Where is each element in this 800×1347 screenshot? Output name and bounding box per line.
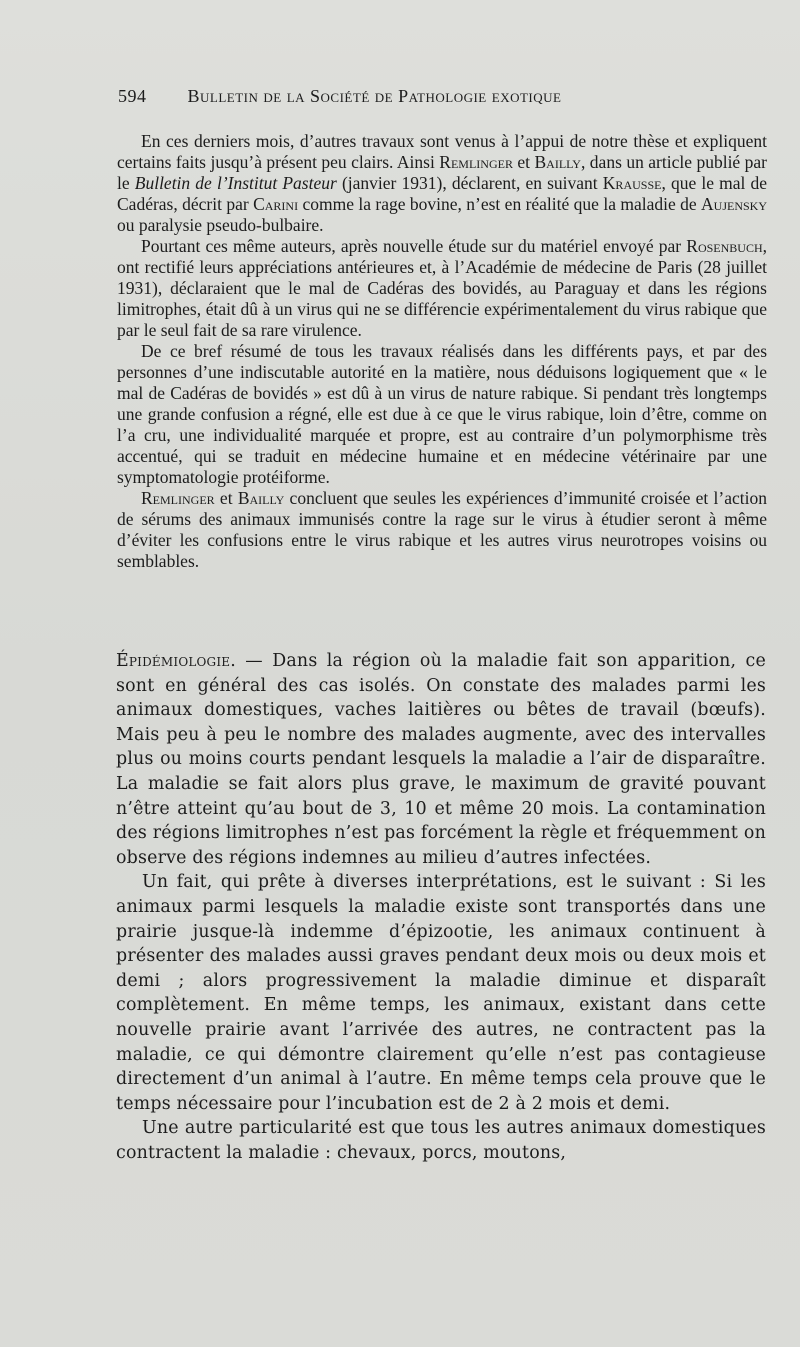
- text-run: et: [512, 152, 535, 172]
- running-header: [118, 86, 768, 107]
- paragraph: [117, 488, 767, 572]
- paragraph: [116, 1116, 766, 1165]
- text-run: et: [214, 488, 238, 508]
- text-run: comme la rage bovine, n’est en réalité que la maladie de: [298, 194, 702, 214]
- text-run: concluent que seules les expériences d’immunité croisée et l’action de sérums des animaux immunisés contre la rage sur le virus à étudier seront à même d’éviter les confusions entre le virus rabique et les autres virus neurotropes voisins ou semblables.: [117, 488, 767, 571]
- text-run: , dans un article publié par le: [117, 152, 767, 193]
- author-name: Krausse: [602, 173, 662, 193]
- paragraph: [116, 870, 766, 1116]
- text-run: De ce bref résumé de tous les travaux réalisés dans les différents pays, et par des personnes d’une indiscutable autorité en la matière, nous déduisons logiquement que « le mal de Cadéras de bovidés » est dû à un virus de nature rabique. Si pendant très longtemps une grande confusion a régné, elle est due à ce que le virus rabique, loin d’être, comme on l’a cru, une individualité marquée et propre, est au contraire d’un polymorphisme très accentué, qui se traduit en médecine humaine et en médecine vétérinaire par une symptomatologie protéiforme.: [117, 341, 767, 487]
- body-text-epidemiologie: [116, 649, 766, 1165]
- text-run: ou paralysie pseudo-bulbaire.: [117, 215, 324, 235]
- author-name: Rosenbuch: [686, 236, 763, 256]
- text-run: Un fait, qui prête à diverses interprétations, est le suivant : Si les animaux parmi lesquels la maladie existe sont transportés dans une prairie jusque-là indemme d’épizootie, les animaux continuent à présenter des malades aussi graves pendant deux mois ou deux mois et demi ; alors progressivement la maladie diminue et disparaît complètement. En même temps, les animaux, existant dans cette nouvelle prairie avant l’arrivée des autres, ne contractent pas la maladie, ce qui démontre clairement qu’elle n’est pas contagieuse directement d’un animal à l’autre. En même temps cela prouve que le temps nécessaire pour l’incubation est de 2 à 2 mois et demi.: [116, 872, 766, 1114]
- text-run: — Dans la région où la maladie fait son apparition, ce sont en général des cas isolés. On constate des malades parmi les animaux domestiques, vaches laitières ou bêtes de travail (bœufs). Mais peu à peu le nombre des malades augmente, avec des intervalles plus ou moins courts pendant lesquels la maladie a l’air de disparaître. La maladie se fait alors plus grave, le maximum de gravité pouvant n’être atteint qu’au bout de 3, 10 et même 20 mois. La contamination des régions limitrophes n’est pas forcément la règle et fréquemment on observe des régions indemnes au milieu d’autres infectées.: [116, 651, 766, 868]
- paragraph: [117, 236, 767, 341]
- author-name: Remlinger: [439, 152, 513, 172]
- author-name: Carini: [253, 194, 299, 214]
- author-name: Épidémiologie.: [116, 651, 236, 671]
- text-run: , ont rectifié leurs appréciations antérieures et, à l’Académie de médecine de Paris (28 juillet 1931), déclaraient que le mal de Cadéras des bovidés, au Paraguay et dans les régions limitrophes, était dû à un virus qui ne se différencie expérimentalement du virus rabique que par le seul fait de sa rare virulence.: [117, 236, 767, 340]
- author-name: Remlinger: [141, 488, 215, 508]
- author-name: Bailly: [237, 488, 285, 508]
- author-name: Bailly: [534, 152, 581, 172]
- paragraph: [117, 131, 767, 236]
- author-name: Aujensky: [701, 194, 767, 214]
- text-run: En ces derniers mois, d’autres travaux sont venus à l’appui de notre thèse et expliquent certains faits jusqu’à présent peu clairs. Ainsi: [117, 131, 767, 172]
- body-text-small: [117, 131, 767, 572]
- journal-reference: Bulletin de l’Institut Pasteur: [134, 173, 337, 193]
- text-run: Pourtant ces même auteurs, après nouvelle étude sur du matériel envoyé par: [141, 236, 687, 256]
- paragraph: [117, 341, 767, 488]
- text-run: Une autre particularité est que tous les autres animaux domestiques contractent la maladie : chevaux, porcs, moutons,: [116, 1118, 766, 1163]
- text-run: (janvier 1931), déclarent, en suivant: [336, 173, 603, 193]
- paragraph: [116, 649, 766, 870]
- journal-title: Bulletin de la Société de Pathologie exotique: [187, 86, 562, 106]
- text-run: , que le mal de Cadéras, décrit par: [117, 173, 768, 214]
- page-number: 594: [118, 86, 147, 106]
